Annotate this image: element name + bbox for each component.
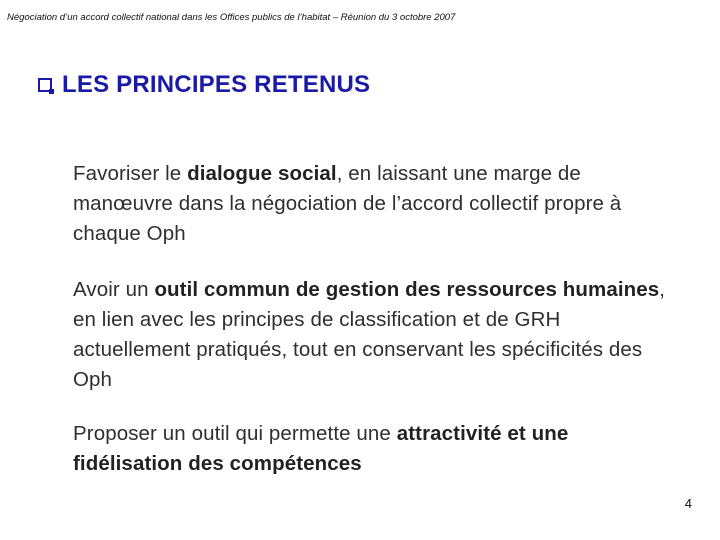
principle-2-text-start: Avoir un [73, 278, 155, 301]
principle-paragraph-1 [73, 159, 673, 249]
square-bullet-icon [38, 78, 52, 92]
principle-1-text-end: , en laissant une marge de manœuvre dans la négociation de l’accord collectif propre à chaque Oph [73, 162, 622, 245]
document-header-note: Négociation d’un accord collectif national dans les Offices publics de l’habitat – Réunion du 3 octobre 2007 [7, 12, 456, 23]
principle-3-emphasis: attractivité et une fidélisation des compétences [73, 422, 569, 475]
principle-2-text-end: , en lien avec les principes de classification et de GRH actuellement pratiqués, tout en conservant les spécificités des Oph [73, 278, 666, 391]
section-heading [38, 71, 370, 99]
principle-paragraph-3 [73, 419, 673, 479]
principle-1-emphasis: dialogue social [187, 162, 337, 185]
principle-1-text-start: Favoriser le [73, 162, 188, 185]
section-title: LES PRINCIPES RETENUS [62, 71, 371, 98]
principle-paragraph-2 [73, 275, 673, 395]
page-number: 4 [684, 496, 692, 511]
principle-3-text-start: Proposer un outil qui permette une [73, 422, 397, 445]
principle-2-emphasis: outil commun de gestion des ressources humaines [154, 278, 660, 301]
